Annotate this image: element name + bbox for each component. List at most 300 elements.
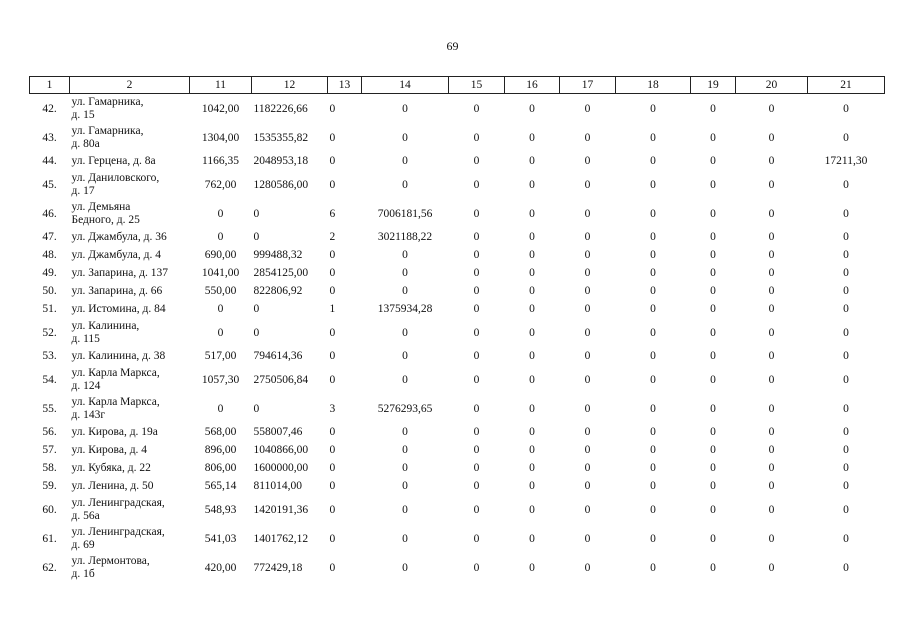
value-cell-12: 0 [253,326,260,339]
address-line: ул. Ленинградская, [71,496,165,509]
address-cell [70,477,190,495]
address-line: д. 115 [71,332,100,345]
value-cell-11: 0 [217,231,224,243]
value-cell-19: 0 [710,249,716,261]
value-cell-14: 7006181,56 [377,207,433,220]
address-cell [70,199,190,228]
value-cell-14: 5276293,65 [377,402,433,415]
value-cell-19: 0 [710,402,716,415]
value-cell-16: 0 [529,102,535,115]
value-cell-14: 0 [402,480,408,492]
value-cell-11: 0 [217,326,224,339]
value-cell-18: 0 [650,350,656,362]
value-cell-13: 0 [329,444,336,456]
value-cell-19: 0 [710,532,716,545]
value-cell-12: 822806,92 [253,285,303,297]
value-cell-14: 0 [402,267,408,279]
address-line: ул. Джамбула, д. 4 [71,248,162,261]
value-cell-16: 0 [529,426,535,438]
value-cell-15: 0 [473,249,480,261]
value-cell-17: 0 [584,178,591,191]
address-line: ул. Истомина, д. 84 [71,302,166,315]
value-cell-20: 0 [768,303,775,315]
address-cell [70,123,190,152]
data-table [29,76,885,582]
row-number: 46. [42,207,57,220]
address-cell [70,423,190,441]
value-cell-12: 772429,18 [253,561,303,574]
table-row [30,123,885,152]
table-row [30,524,885,553]
value-cell-14: 0 [402,285,408,297]
value-cell-21: 0 [843,267,849,279]
table-row [30,318,885,347]
col-header: 18 [616,77,691,94]
value-cell-18: 0 [650,532,656,545]
value-cell-18: 0 [650,249,656,261]
value-cell-13: 0 [329,131,336,144]
address-cell [70,152,190,170]
value-cell-13: 0 [329,285,336,297]
page-number: 69 [446,39,459,53]
address-cell [70,264,190,282]
value-cell-18: 0 [650,480,656,492]
value-cell-18: 0 [650,402,656,415]
value-cell-15: 0 [473,102,480,115]
value-cell-12: 811014,00 [253,480,302,492]
value-cell-16: 0 [529,462,535,474]
value-cell-20: 0 [768,285,775,297]
value-cell-19: 0 [710,267,716,279]
value-cell-15: 0 [473,426,480,438]
col-header: 20 [736,77,808,94]
value-cell-14: 0 [402,373,408,386]
value-cell-14: 0 [402,102,408,115]
address-cell [70,495,190,524]
table-row [30,94,885,124]
address-line: ул. Кирова, д. 4 [71,443,148,456]
table-row [30,441,885,459]
value-cell-17: 0 [584,503,591,516]
address-line: ул. Джамбула, д. 36 [71,230,167,243]
value-cell-15: 0 [473,285,480,297]
address-cell [70,553,190,582]
value-cell-14: 0 [402,131,408,144]
value-cell-16: 0 [529,285,535,297]
row-number: 52. [42,326,57,339]
value-cell-13: 0 [329,267,336,279]
address-cell [70,347,190,365]
value-cell-13: 0 [329,249,336,261]
value-cell-18: 0 [650,373,656,386]
value-cell-18: 0 [650,231,656,243]
value-cell-19: 0 [710,231,716,243]
value-cell-11: 517,00 [204,350,237,362]
value-cell-15: 0 [473,326,480,339]
value-cell-16: 0 [529,561,535,574]
value-cell-21: 0 [843,231,849,243]
address-cell [70,318,190,347]
value-cell-11: 541,03 [204,532,237,545]
value-cell-11: 548,93 [204,503,237,516]
value-cell-12: 1600000,00 [253,462,309,474]
value-cell-12: 0 [253,402,260,415]
value-cell-15: 0 [473,532,480,545]
value-cell-20: 0 [768,178,775,191]
value-cell-12: 999488,32 [253,249,303,261]
value-cell-16: 0 [529,249,535,261]
table-row [30,228,885,246]
col-header: 11 [190,77,252,94]
header-row [30,77,885,94]
value-cell-17: 0 [584,102,591,115]
value-cell-21: 0 [843,532,849,545]
value-cell-18: 0 [650,503,656,516]
value-cell-16: 0 [529,480,535,492]
value-cell-16: 0 [529,373,535,386]
value-cell-16: 0 [529,267,535,279]
value-cell-11: 568,00 [204,426,237,438]
value-cell-15: 0 [473,444,480,456]
value-cell-21: 0 [843,131,849,144]
value-cell-12: 1420191,36 [253,503,309,516]
value-cell-18: 0 [650,303,656,315]
address-cell [70,300,190,318]
value-cell-19: 0 [710,207,716,220]
value-cell-17: 0 [584,326,591,339]
row-number: 43. [42,131,57,144]
value-cell-17: 0 [584,207,591,220]
value-cell-19: 0 [710,426,716,438]
address-cell [70,282,190,300]
address-line: ул. Лермонтова, [71,554,150,567]
address-cell [70,228,190,246]
value-cell-20: 0 [768,155,775,167]
value-cell-13: 1 [329,303,336,315]
address-cell [70,170,190,199]
table-row [30,170,885,199]
value-cell-21: 0 [843,426,849,438]
table-body [30,94,885,583]
row-number: 62. [42,561,57,574]
address-line: ул. Кубяка, д. 22 [71,461,151,474]
col-header: 17 [560,77,616,94]
value-cell-17: 0 [584,350,591,362]
value-cell-11: 0 [217,303,224,315]
table-row [30,553,885,582]
value-cell-20: 0 [768,426,775,438]
table-row [30,394,885,423]
value-cell-21: 0 [843,178,849,191]
value-cell-13: 0 [329,426,336,438]
row-number: 54. [42,373,57,386]
address-line: ул. Демьяна [71,200,131,213]
value-cell-14: 0 [402,426,408,438]
value-cell-15: 0 [473,303,480,315]
value-cell-17: 0 [584,155,591,167]
value-cell-11: 690,00 [204,249,237,261]
value-cell-15: 0 [473,561,480,574]
value-cell-20: 0 [768,326,775,339]
value-cell-13: 0 [329,102,336,115]
value-cell-21: 0 [843,249,849,261]
address-line: ул. Карла Маркса, [71,366,160,379]
value-cell-11: 762,00 [204,178,237,191]
value-cell-20: 0 [768,480,775,492]
value-cell-15: 0 [473,350,480,362]
value-cell-15: 0 [473,178,480,191]
value-cell-17: 0 [584,285,591,297]
value-cell-21: 0 [843,285,849,297]
address-cell [70,459,190,477]
value-cell-13: 6 [329,207,336,220]
value-cell-15: 0 [473,267,480,279]
value-cell-19: 0 [710,561,716,574]
value-cell-19: 0 [710,480,716,492]
value-cell-14: 0 [402,326,408,339]
value-cell-19: 0 [710,326,716,339]
table-row [30,423,885,441]
value-cell-12: 0 [253,207,260,220]
value-cell-17: 0 [584,373,591,386]
address-line: ул. Ленинградская, [71,525,165,538]
value-cell-20: 0 [768,131,775,144]
value-cell-11: 0 [217,207,224,220]
value-cell-16: 0 [529,444,535,456]
row-number: 49. [42,267,57,279]
value-cell-12: 0 [253,231,260,243]
value-cell-14: 0 [402,462,408,474]
value-cell-14: 0 [402,444,408,456]
address-line: д. 15 [71,108,95,121]
address-cell [70,524,190,553]
value-cell-18: 0 [650,326,656,339]
address-line: д. 56а [71,509,100,522]
value-cell-21: 0 [843,303,849,315]
value-cell-16: 0 [529,178,535,191]
value-cell-12: 2750506,84 [253,373,309,386]
value-cell-20: 0 [768,350,775,362]
value-cell-19: 0 [710,462,716,474]
address-cell [70,94,190,124]
value-cell-21: 0 [843,326,849,339]
value-cell-13: 3 [329,402,336,415]
address-line: д. 69 [71,538,95,551]
row-number: 48. [42,249,57,261]
address-line: ул. Запарина, д. 137 [71,266,168,279]
value-cell-14: 0 [402,249,408,261]
value-cell-20: 0 [768,207,775,220]
value-cell-17: 0 [584,131,591,144]
value-cell-17: 0 [584,267,591,279]
row-number: 59. [42,480,57,492]
value-cell-20: 0 [768,444,775,456]
value-cell-20: 0 [768,561,775,574]
value-cell-20: 0 [768,402,775,415]
row-number: 56. [42,426,57,438]
value-cell-12: 794614,36 [253,350,303,362]
value-cell-12: 2048953,18 [253,155,309,167]
value-cell-11: 896,00 [204,444,237,456]
value-cell-12: 558007,46 [253,426,303,438]
value-cell-11: 1304,00 [201,131,240,144]
value-cell-15: 0 [473,155,480,167]
address-line: д. 1б [71,567,95,580]
address-line: д. 17 [71,184,95,197]
row-number: 60. [42,503,57,516]
table-row [30,347,885,365]
row-number: 57. [42,444,57,456]
value-cell-21: 0 [843,561,849,574]
address-line: ул. Гамарника, [71,95,144,108]
table-row [30,495,885,524]
value-cell-20: 0 [768,503,775,516]
value-cell-11: 550,00 [204,285,237,297]
value-cell-16: 0 [529,326,535,339]
address-cell [70,441,190,459]
value-cell-11: 1057,30 [201,373,240,386]
value-cell-16: 0 [529,131,535,144]
value-cell-19: 0 [710,503,716,516]
value-cell-13: 0 [329,503,336,516]
value-cell-14: 0 [402,155,408,167]
address-line: ул. Калинина, д. 38 [71,349,166,362]
value-cell-21: 0 [843,350,849,362]
value-cell-21: 0 [843,444,849,456]
address-line: ул. Герцена, д. 8а [71,154,156,167]
row-number: 61. [42,532,57,545]
address-line: Бедного, д. 25 [71,213,140,226]
value-cell-14: 3021188,22 [377,231,433,243]
address-line: ул. Гамарника, [71,124,144,137]
value-cell-19: 0 [710,131,716,144]
address-line: ул. Кирова, д. 19а [71,425,158,438]
value-cell-14: 0 [402,503,408,516]
value-cell-18: 0 [650,285,656,297]
row-number: 55. [42,402,57,415]
value-cell-21: 0 [843,480,849,492]
table-row [30,477,885,495]
value-cell-18: 0 [650,462,656,474]
value-cell-13: 0 [329,326,336,339]
value-cell-19: 0 [710,373,716,386]
value-cell-12: 1535355,82 [253,131,309,144]
value-cell-14: 1375934,28 [377,303,433,315]
value-cell-15: 0 [473,402,480,415]
address-cell [70,246,190,264]
value-cell-16: 0 [529,503,535,516]
value-cell-15: 0 [473,462,480,474]
value-cell-17: 0 [584,444,591,456]
value-cell-11: 1042,00 [201,102,240,115]
value-cell-17: 0 [584,462,591,474]
row-number: 42. [42,102,57,115]
row-number: 45. [42,178,57,191]
value-cell-15: 0 [473,503,480,516]
value-cell-18: 0 [650,178,656,191]
value-cell-11: 1166,35 [202,155,239,167]
table-row [30,152,885,170]
value-cell-18: 0 [650,426,656,438]
value-cell-16: 0 [529,155,535,167]
table-row [30,264,885,282]
value-cell-12: 0 [253,303,260,315]
table-row [30,199,885,228]
value-cell-21: 0 [843,207,849,220]
row-number: 50. [42,285,57,297]
col-header: 1 [30,77,70,94]
value-cell-19: 0 [710,102,716,115]
value-cell-18: 0 [650,207,656,220]
value-cell-16: 0 [529,532,535,545]
col-header: 16 [505,77,560,94]
table-row [30,300,885,318]
value-cell-12: 1182226,66 [253,102,308,115]
row-number: 58. [42,462,57,474]
col-header: 2 [70,77,190,94]
value-cell-21: 0 [843,503,849,516]
table-row [30,459,885,477]
address-cell [70,365,190,394]
address-line: д. 124 [71,379,101,392]
value-cell-19: 0 [710,285,716,297]
address-line: ул. Калинина, [71,319,140,332]
value-cell-17: 0 [584,532,591,545]
value-cell-15: 0 [473,480,480,492]
value-cell-17: 0 [584,561,591,574]
address-line: ул. Запарина, д. 66 [71,284,163,297]
value-cell-20: 0 [768,231,775,243]
value-cell-18: 0 [650,444,656,456]
value-cell-13: 0 [329,561,336,574]
value-cell-12: 1401762,12 [253,532,309,545]
value-cell-16: 0 [529,402,535,415]
value-cell-18: 0 [650,155,656,167]
value-cell-15: 0 [473,131,480,144]
value-cell-21: 0 [843,102,849,115]
col-header: 21 [808,77,885,94]
value-cell-17: 0 [584,426,591,438]
row-number: 47. [42,231,57,243]
value-cell-19: 0 [710,303,716,315]
address-line: д. 143г [71,408,106,421]
value-cell-13: 0 [329,178,336,191]
value-cell-20: 0 [768,462,775,474]
value-cell-17: 0 [584,480,591,492]
value-cell-21: 17211,30 [824,155,868,167]
value-cell-15: 0 [473,231,480,243]
col-header: 13 [328,77,362,94]
value-cell-18: 0 [650,267,656,279]
value-cell-19: 0 [710,350,716,362]
value-cell-14: 0 [402,178,408,191]
value-cell-18: 0 [650,102,656,115]
table-row [30,365,885,394]
value-cell-14: 0 [402,350,408,362]
col-header: 14 [362,77,449,94]
value-cell-14: 0 [402,561,408,574]
col-header: 12 [252,77,328,94]
address-line: ул. Даниловского, [71,171,160,184]
value-cell-11: 0 [217,402,224,415]
value-cell-13: 0 [329,480,336,492]
row-number: 44. [42,155,57,167]
value-cell-11: 565,14 [204,480,237,492]
value-cell-21: 0 [843,462,849,474]
value-cell-12: 1280586,00 [253,178,309,191]
value-cell-16: 0 [529,207,535,220]
value-cell-12: 1040866,00 [253,444,309,456]
